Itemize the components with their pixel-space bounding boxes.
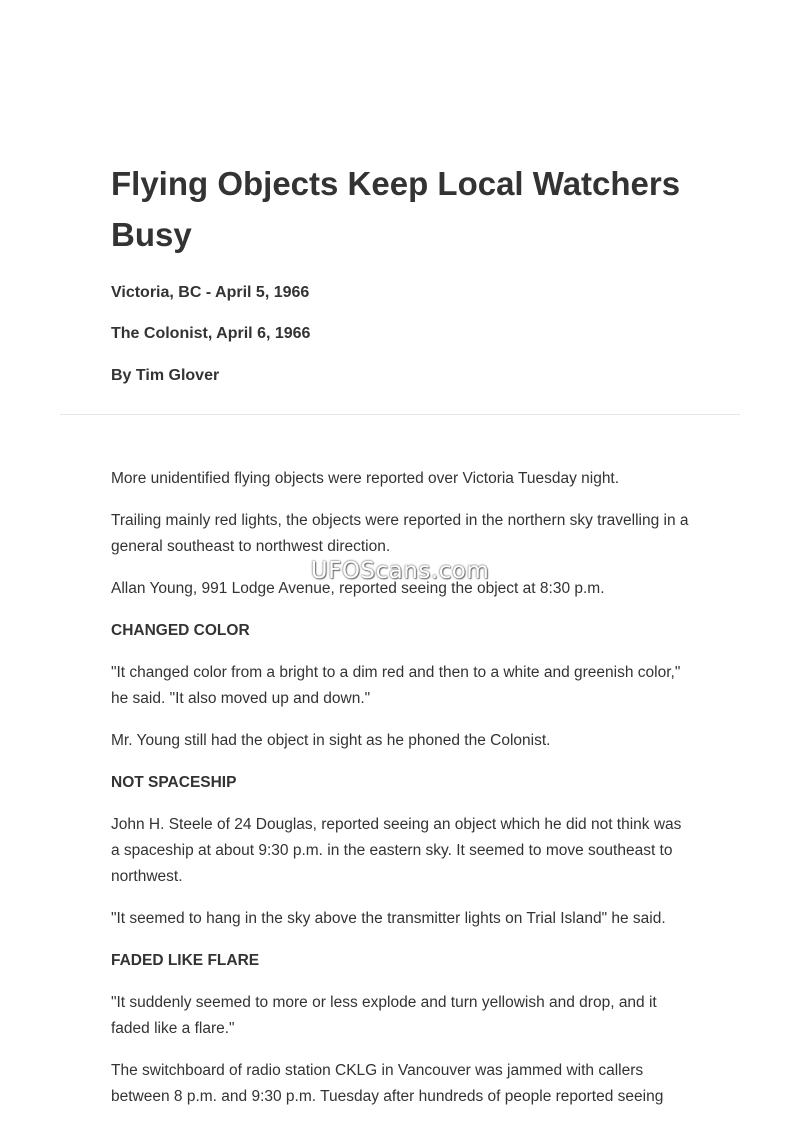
paragraph: Allan Young, 991 Lodge Avenue, reported seeing the object at 8:30 p.m. bbox=[111, 580, 605, 597]
article-body bbox=[111, 466, 691, 1110]
paragraph: "It suddenly seemed to more or less explode and turn yellowish and drop, and it faded like a flare." bbox=[111, 994, 657, 1037]
paragraph: More unidentified flying objects were reported over Victoria Tuesday night. bbox=[111, 470, 620, 487]
article-source: The Colonist, April 6, 1966 bbox=[111, 325, 311, 342]
section-heading: FADED LIKE FLARE bbox=[111, 952, 260, 969]
paragraph: John H. Steele of 24 Douglas, reported seeing an object which he did not think was a spaceship at about 9:30 p.m. in the eastern sky. It seemed to move southeast to northwest. bbox=[111, 816, 682, 885]
article-dateline: Victoria, BC - April 5, 1966 bbox=[111, 284, 310, 301]
paragraph: "It seemed to hang in the sky above the transmitter lights on Trial Island" he said. bbox=[111, 910, 666, 927]
watermark-logo: UFOScans.com bbox=[310, 558, 490, 584]
paragraph: Mr. Young still had the object in sight as he phoned the Colonist. bbox=[111, 732, 551, 749]
article-byline: By Tim Glover bbox=[111, 367, 220, 384]
paragraph: The switchboard of radio station CKLG in Vancouver was jammed with callers between 8 p.m. and 9:30 p.m. Tuesday after hundreds of people reported seeing bbox=[111, 1062, 664, 1105]
section-heading: CHANGED COLOR bbox=[111, 622, 250, 639]
article-title: Flying Objects Keep Local Watchers Busy bbox=[111, 165, 681, 253]
section-heading: NOT SPACESHIP bbox=[111, 774, 237, 791]
paragraph: Trailing mainly red lights, the objects were reported in the northern sky travelling in a general southeast to northwest direction. bbox=[111, 512, 689, 555]
paragraph: "It changed color from a bright to a dim red and then to a white and greenish color," he said. "It also moved up and down." bbox=[111, 664, 681, 707]
header-divider bbox=[60, 414, 740, 415]
